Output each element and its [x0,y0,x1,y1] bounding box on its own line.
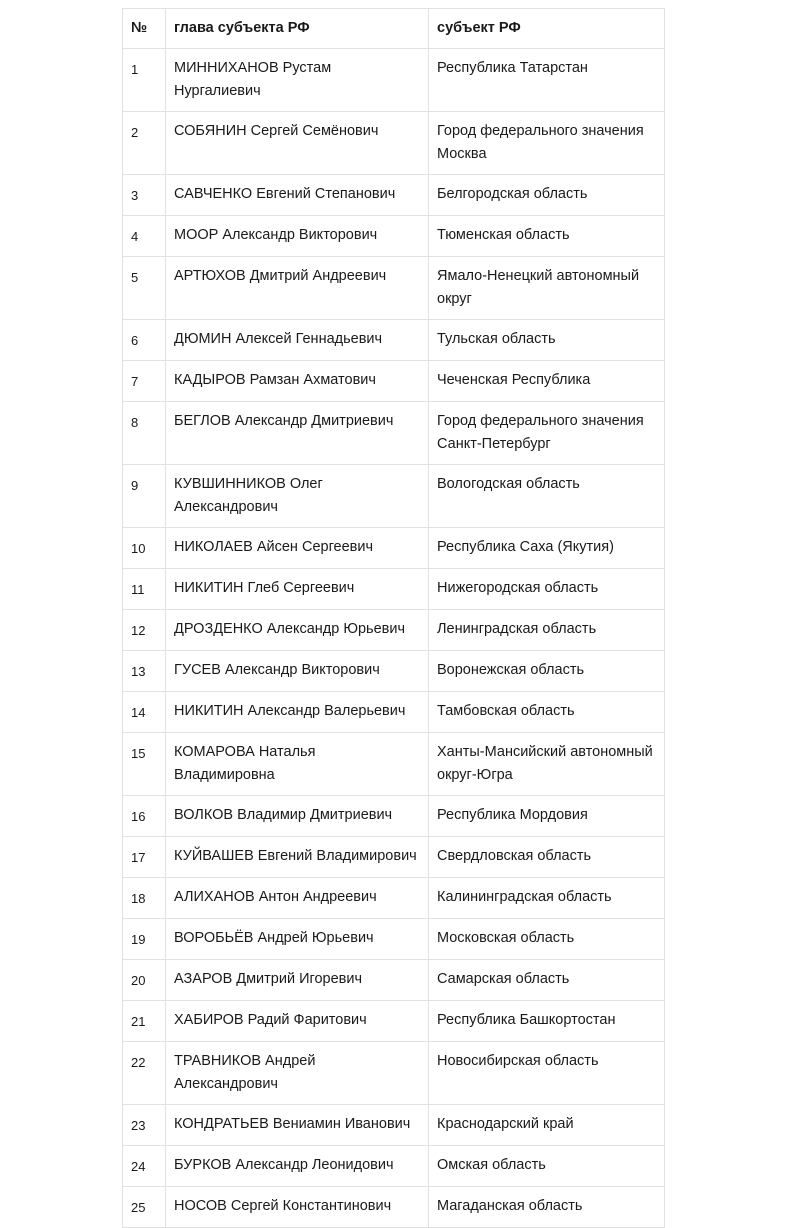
subject-name: Тульская область [429,320,665,361]
row-number: 9 [123,465,166,528]
table-row [123,112,665,175]
head-name: ГУСЕВ Александр Викторович [166,651,429,692]
ratings-table [122,8,665,1228]
table-row [123,569,665,610]
subject-name: Ленинградская область [429,610,665,651]
table-row [123,175,665,216]
head-name: КОМАРОВА Наталья Владимировна [166,733,429,796]
table-row [123,1001,665,1042]
head-name: КАДЫРОВ Рамзан Ахматович [166,361,429,402]
head-name: ХАБИРОВ Радий Фаритович [166,1001,429,1042]
head-name: СОБЯНИН Сергей Семёнович [166,112,429,175]
subject-name: Краснодарский край [429,1105,665,1146]
head-name: ДЮМИН Алексей Геннадьевич [166,320,429,361]
subject-name: Самарская область [429,960,665,1001]
row-number: 25 [123,1187,166,1228]
head-name: КУВШИННИКОВ Олег Александрович [166,465,429,528]
column-header-subject: субъект РФ [429,9,665,49]
head-name: МООР Александр Викторович [166,216,429,257]
subject-name: Город федерального значения Санкт-Петербург [429,402,665,465]
table-row [123,465,665,528]
head-name: НИКИТИН Александр Валерьевич [166,692,429,733]
subject-name: Республика Мордовия [429,796,665,837]
table-row [123,320,665,361]
subject-name: Новосибирская область [429,1042,665,1105]
subject-name: Тамбовская область [429,692,665,733]
table-row [123,1187,665,1228]
subject-name: Магаданская область [429,1187,665,1228]
row-number: 17 [123,837,166,878]
table-row [123,1105,665,1146]
table-row [123,837,665,878]
subject-name: Тюменская область [429,216,665,257]
head-name: МИННИХАНОВ Рустам Нургалиевич [166,49,429,112]
head-name: НОСОВ Сергей Константинович [166,1187,429,1228]
subject-name: Город федерального значения Москва [429,112,665,175]
subject-name: Республика Татарстан [429,49,665,112]
row-number: 10 [123,528,166,569]
table-row [123,878,665,919]
table-row [123,692,665,733]
head-name: ТРАВНИКОВ Андрей Александрович [166,1042,429,1105]
head-name: НИКИТИН Глеб Сергеевич [166,569,429,610]
row-number: 7 [123,361,166,402]
subject-name: Вологодская область [429,465,665,528]
subject-name: Нижегородская область [429,569,665,610]
table-row [123,960,665,1001]
table-row [123,610,665,651]
subject-name: Свердловская область [429,837,665,878]
head-name: БЕГЛОВ Александр Дмитриевич [166,402,429,465]
head-name: БУРКОВ Александр Леонидович [166,1146,429,1187]
subject-name: Московская область [429,919,665,960]
head-name: КУЙВАШЕВ Евгений Владимирович [166,837,429,878]
row-number: 18 [123,878,166,919]
row-number: 11 [123,569,166,610]
subject-name: Ямало-Ненецкий автономный округ [429,257,665,320]
row-number: 21 [123,1001,166,1042]
subject-name: Воронежская область [429,651,665,692]
row-number: 3 [123,175,166,216]
row-number: 19 [123,919,166,960]
column-header-head: глава субъекта РФ [166,9,429,49]
row-number: 2 [123,112,166,175]
table-row [123,528,665,569]
head-name: КОНДРАТЬЕВ Вениамин Иванович [166,1105,429,1146]
row-number: 1 [123,49,166,112]
row-number: 23 [123,1105,166,1146]
row-number: 12 [123,610,166,651]
column-header-number: № [123,9,166,49]
row-number: 24 [123,1146,166,1187]
subject-name: Республика Башкортостан [429,1001,665,1042]
subject-name: Белгородская область [429,175,665,216]
row-number: 5 [123,257,166,320]
table-header-row [123,9,665,49]
subject-name: Республика Саха (Якутия) [429,528,665,569]
table-row [123,257,665,320]
table-row [123,651,665,692]
table-row [123,216,665,257]
table-row [123,919,665,960]
head-name: ВОЛКОВ Владимир Дмитриевич [166,796,429,837]
row-number: 22 [123,1042,166,1105]
row-number: 13 [123,651,166,692]
head-name: САВЧЕНКО Евгений Степанович [166,175,429,216]
head-name: АЗАРОВ Дмитрий Игоревич [166,960,429,1001]
head-name: АРТЮХОВ Дмитрий Андреевич [166,257,429,320]
row-number: 6 [123,320,166,361]
row-number: 14 [123,692,166,733]
head-name: НИКОЛАЕВ Айсен Сергеевич [166,528,429,569]
subject-name: Чеченская Республика [429,361,665,402]
table-row [123,1042,665,1105]
table-row [123,733,665,796]
subject-name: Омская область [429,1146,665,1187]
head-name: ДРОЗДЕНКО Александр Юрьевич [166,610,429,651]
row-number: 15 [123,733,166,796]
table-row [123,1146,665,1187]
head-name: АЛИХАНОВ Антон Андреевич [166,878,429,919]
table-row [123,49,665,112]
table-row [123,796,665,837]
row-number: 20 [123,960,166,1001]
row-number: 4 [123,216,166,257]
subject-name: Ханты-Мансийский автономный округ-Югра [429,733,665,796]
table-row [123,402,665,465]
table-row [123,361,665,402]
row-number: 8 [123,402,166,465]
row-number: 16 [123,796,166,837]
subject-name: Калининградская область [429,878,665,919]
head-name: ВОРОБЬЁВ Андрей Юрьевич [166,919,429,960]
